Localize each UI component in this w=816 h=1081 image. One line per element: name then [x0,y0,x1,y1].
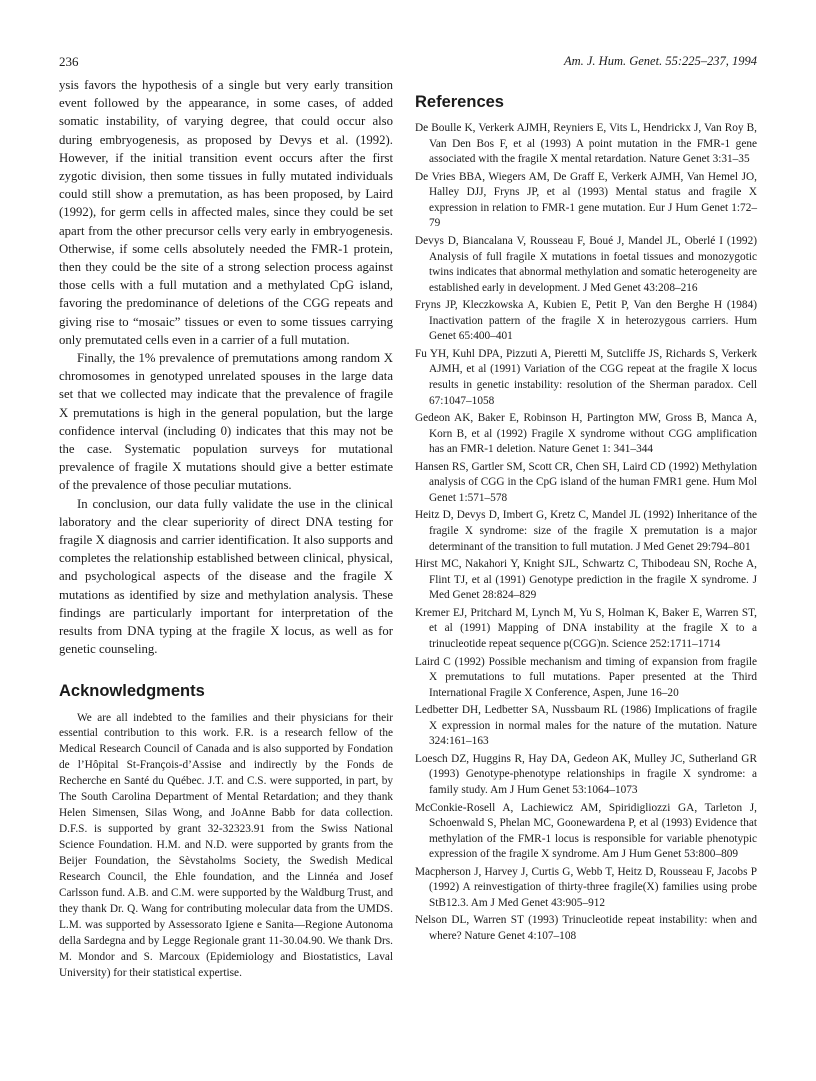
reference-item: Nelson DL, Warren ST (1993) Trinucleotide repeat instability: when and where? Nature Genet 4:107–108 [415,914,757,943]
body-paragraph: In conclusion, our data fully validate the use in the clinical laboratory and the clear superiority of direct DNA testing for fragile X diagnosis and carrier identification. It also supports and completes the relationship established between clinical, physical, and psychological aspects of the disease and the fragile X mutations as identified by size and methylation analysis. These findings are particularly important for interpretation of the results from DNA typing at the fragile X locus, as well as for genetic counseling. [59,496,393,657]
body-paragraph: Finally, the 1% prevalence of premutations among random X chromosomes in genotyped unrelated spouses in the large data set that we collected may indicate that the prevalence of fragile X premutations is high in the general population, but the large confidence interval (including 0) indicates that this may not be the case. Systematic population surveys for mutational prevalence of fragile X mutations should give a better estimate of the prevalence of those peculiar mutations. [59,351,393,493]
reference-item: Kremer EJ, Pritchard M, Lynch M, Yu S, Holman K, Baker E, Warren ST, et al (1991) Mapping of DNA instability at the fragile X to a trinucleotide repeat sequence p(CGG)n. Science 252:1711–1714 [415,606,757,651]
left-column [59,76,393,982]
journal-citation: Am. J. Hum. Genet. 55:225–237, 1994 [563,54,757,68]
reference-item: Fu YH, Kuhl DPA, Pizzuti A, Pieretti M, Sutcliffe JS, Richards S, Verkerk AJMH, et al (1991) Variation of the CGG repeat at the fragile X locus results in genetic instability: resolution of the Sherman paradox. Cell 67:1047–1058 [415,347,757,407]
reference-list [415,121,757,945]
page-number: 236 [59,54,79,69]
running-header [59,54,757,78]
acknowledgments-text: We are all indebted to the families and their physicians for their essential contribution to this work. F.R. is a research fellow of the Medical Research Council of Canada and is also supported by Fondation de l’Hôpital St-François-d’Assise and indirectly by the Fonds de Recherche en Santé du Québec. J.T. and C.S. were supported, in part, by The South Carolina Department of Mental Retardation; and they thank Helen Simensen, Silas Wong, and JoAnne Babb for data collection. D.F.S. is supported by grant 32-32323.91 from the Swiss National Science Foundation. H.M. and N.D. were supported by grants from the Beijer Foundation, the Sèvstaholms Society, the Swedish Medical Research Council, the Ehle foundation, and the Linnéa and Josef Carlsson fund. A.B. and C.M. were supported by the Waldburg Trust, and they thank Dr. Q. Wang for contributing molecular data from the UMDS. L.M. was supported by Assessorato Igiene e Sanita—Regione Autonoma della Sardegna and by Legge Regionale grant 11-30.04.90. We thank Drs. M. Mondor and S. Marcoux (Epidemiology and Biostatistics, Laval University) for their statistical expertise. [59,711,393,979]
reference-item: Laird C (1992) Possible mechanism and timing of expansion from fragile X premutations to full mutations. Paper presented at the Third International Fragile X Conference, Aspen, June 16–20 [415,655,757,699]
reference-item: Ledbetter DH, Ledbetter SA, Nussbaum RL (1986) Implications of fragile X expression in normal males for the nature of the mutation. Nature 324:161–163 [415,704,757,748]
reference-item: Loesch DZ, Huggins R, Hay DA, Gedeon AK, Mulley JC, Sutherland GR (1993) Genotype-phenotype relationships in fragile X syndrome: a family study. Am J Hum Genet 53:1064–1073 [415,752,757,797]
reference-item: Hirst MC, Nakahori Y, Knight SJL, Schwartz C, Thibodeau SN, Roche A, Flint TJ, et al (1991) Genotype prediction in the fragile X syndrome. J Med Genet 28:824–829 [415,558,757,602]
reference-item: Devys D, Biancalana V, Rousseau F, Boué J, Mandel JL, Oberlé I (1992) Analysis of full fragile X mutations in foetal tissues and monozygotic twins indicates that abnormal methylation and somatic heterogeneity are established early in development. J Med Genet 43:208–216 [415,234,757,294]
right-column [415,76,757,947]
reference-item: Fryns JP, Kleczkowska A, Kubien E, Petit P, Van den Berghe H (1984) Inactivation pattern of the fragile X in heterozygous carriers. Hum Genet 65:400–401 [415,299,757,343]
reference-item: Hansen RS, Gartler SM, Scott CR, Chen SH, Laird CD (1992) Methylation analysis of CGG in the CpG island of the human FMR1 gene. Hum Mol Genet 1:571–578 [415,460,757,504]
reference-item: McConkie-Rosell A, Lachiewicz AM, Spiridigliozzi GA, Tarleton J, Schoenwald S, Phelan MC, Goonewardena P, et al (1993) Evidence that methylation of the FMR-1 locus is responsible for variable phenotypic expression of the fragile X syndrome. Am J Hum Genet 53:800–809 [415,801,757,861]
acknowledgments-heading: Acknowledgments [59,681,205,700]
reference-item: Heitz D, Devys D, Imbert G, Kretz C, Mandel JL (1992) Inheritance of the fragile X syndrome: size of the fragile X premutation is a major determinant of the transition to full mutation. J Med Genet 29:794–801 [415,509,757,553]
body-paragraph: ysis favors the hypothesis of a single but very early transition event followed by the appearance, in some cases, of added somatic instability, of varying degree, that could occur also during embryogenesis, as proposed by Devys et al. (1992). However, if the initial transition event occurs after the first zygotic division, then some tissues in fully mutated individuals could still show a premutation, as has been proposed, by Laird (1992), for germ cells in affected males, since they could be set apart from the other precursor cells very early in embryogenesis. Otherwise, if some cells absolutely needed the FMR-1 protein, then they could be the site of a strong selection process against those cells with a full mutation and a methylated CpG island, favoring the predominance of deletions of the CGG repeats and giving rise to “mosaic” tissues or even to some tissues carrying only premutated cells even in a carrier of a full mutation. [59,78,393,347]
reference-item: De Boulle K, Verkerk AJMH, Reyniers E, Vits L, Hendrickx J, Van Roy B, Van Den Bos F, et al (1993) A point mutation in the FMR-1 gene associated with the fragile X mental retardation. Nature Genet 3:31–35 [415,122,757,166]
reference-item: De Vries BBA, Wiegers AM, De Graff E, Verkerk AJMH, Van Hemel JO, Halley DJJ, Fryns JP, et al (1993) Mental status and fragile X expression in relation to FMR-1 gene mutation. Eur J Hum Genet 1:72–79 [415,170,757,230]
reference-item: Gedeon AK, Baker E, Robinson H, Partington MW, Gross B, Manca A, Korn B, et al (1992) Fragile X syndrome without CGG amplification has an FMR-1 deletion. Nature Genet 1: 341–344 [415,412,757,456]
reference-item: Macpherson J, Harvey J, Curtis G, Webb T, Heitz D, Rousseau F, Jacobs P (1992) A reinvestigation of thirty-three fragile(X) families using probe StB12.3. Am J Med Genet 43:905–912 [415,865,757,909]
references-heading: References [415,93,504,111]
